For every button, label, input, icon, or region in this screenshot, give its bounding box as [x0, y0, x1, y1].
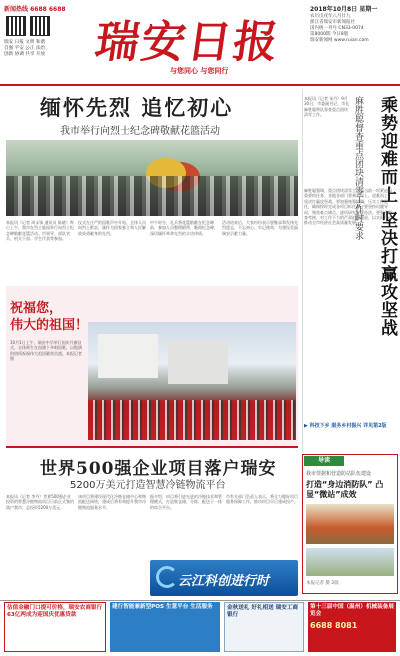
lead-headline[interactable]: 缅怀先烈 追忆初心 [40, 95, 234, 120]
right-headline[interactable]: 乘势迎难而上 坚决打赢攻坚战 [377, 96, 397, 337]
sidebar-heading: 导读 [304, 456, 344, 466]
right-body: 麻胜聪强调，重点团块清零工作是当前一项紧迫而重要的任务，各地各部门要乘势而上、迎难而上，坚决打赢攻坚战。要加强统筹协调，压实工作责任，确保按时完成各项目标任务。要坚持问题导向，聚焦难点堵点，逐项研究解决办法。要强化督查考核，对工作不力的严肃追责问责，以实际行动推动全市经济社会高质量发展。 [304, 188, 392, 226]
masthead-tagline: 与您同心 与您同行 [170, 67, 229, 75]
feature-headline[interactable] [10, 300, 88, 334]
second-subheadline: 5200万美元打造智慧冷链物流平台 [70, 480, 226, 491]
second-column-3: 据介绍，项目将引进先进的冷链技术和管理模式，打造集仓储、分拣、配送于一体的综合平台。 [150, 494, 222, 510]
info-line: 农历戊戌年八月廿九 [310, 14, 351, 19]
feature-caption: 10月1日上午，瑞安中学举行国庆升旗仪式，全体师生在国旗下齐唱国歌，以饱满的热情祝福伟大祖国繁荣昌盛。本报记者 摄 [10, 340, 82, 362]
ad-machinery-expo[interactable] [308, 602, 396, 652]
ad-construction-bank[interactable]: 建行智能兼新型POS 生意平台 生活服务 [110, 602, 220, 652]
yunjiang-banner[interactable] [150, 560, 298, 596]
qr-code-icon [6, 16, 26, 36]
qr-code-icon [30, 16, 50, 36]
slogan-line: 自强 平安 公正 法治 [4, 46, 46, 51]
firefighter-photo[interactable] [306, 504, 394, 544]
sidebar-headline[interactable]: 打造“身边消防队” 凸显“微站”成效 [306, 480, 384, 499]
info-line: 第8000期 今日8版 [310, 32, 349, 37]
second-headline[interactable]: 世界500强企业项目落户瑞安 [40, 459, 277, 479]
fire-station-photo[interactable] [306, 548, 394, 576]
issue-date: 2018年10月8日 星期一 [310, 6, 378, 13]
section-divider [6, 446, 298, 448]
info-line: 浙江省瑞安市新闻报社 [310, 20, 355, 25]
lead-column-1: 本报讯（记者 周永锋 通讯员 陈晓）昨日上午，我市在烈士陵园举行向烈士纪念碑敬献花篮活动。市领导、部队官兵、机关干部、学生代表等参加。 [6, 220, 74, 242]
slogan-line: 瑞安 日报 文明 和谐 [4, 40, 46, 45]
feature-headline-line: 祝福您， [10, 301, 63, 316]
expo-title: 第十三届中国（温州）机械装备展览会 [310, 604, 394, 617]
issue-info [310, 14, 396, 44]
sidebar-caption: 本报记者 摄 2版 [306, 581, 339, 586]
second-column-2: 该项目将建设现代化冷链仓储中心和物流配送网络，建成后将有效提升我市冷链物流服务水平。 [78, 494, 146, 510]
second-column-1: 本报讯（记者 李丹）世界500强企业投资的智慧冷链物流项目日前正式签约落户我市，总投资5200万美元。 [6, 494, 74, 510]
info-line: 瑞安新闻网 www.ruian.com [310, 38, 369, 43]
lead-column-4: 活动结束后，大家纷纷表示要继承和发扬先烈遗志，不忘初心、牢记使命，为建设美丽瑞安贡献力量。 [222, 220, 298, 236]
feature-headline-line: 伟大的祖国！ [10, 318, 89, 333]
expo-phone: 6688 8081 [310, 621, 358, 630]
right-intro: 本报讯（记者 朱丹）9月30日，市委副书记、市长麻胜聪带队督查重点团块清零工作。 [304, 96, 350, 118]
ad-icbc[interactable]: 金秋送礼 好礼相送 瑞安工商银行 [224, 602, 304, 652]
lead-column-3: 中午时分，礼兵将花篮敬献在纪念碑前，参加人员整理缎带，瞻仰纪念碑，深切缅怀革命先烈的丰功伟绩。 [150, 220, 218, 236]
banner-label: 云江科创进行时 [178, 574, 270, 589]
swirl-icon [156, 566, 178, 588]
students-graphic [88, 400, 296, 440]
crowd-graphic [6, 176, 298, 216]
lead-subheadline: 我市举行向烈士纪念碑敬献花篮活动 [60, 126, 220, 137]
info-line: 国内统一刊号 CN33-0074 [310, 26, 364, 31]
cross-reference-link[interactable]: ▶ 科技下乡 服务乡村振兴 详见第2版 [304, 423, 387, 429]
masthead-slogans [4, 40, 52, 58]
building-graphic [98, 334, 158, 378]
sidebar-lede: 我市票据和营造防站队伍建设 [306, 471, 372, 477]
second-column-4: 市有关部门负责人表示，将全力做好项目服务保障工作，推动项目早日建成投产。 [226, 494, 298, 505]
lead-photo[interactable] [6, 140, 298, 216]
newspaper-logo: 瑞安日报 [91, 17, 283, 68]
flag-raising-photo[interactable] [88, 322, 296, 440]
ad-rural-bank[interactable]: 估值金融门口提可价格，瑞安农商银行 63亿两成为迎国庆优惠贷款 [4, 602, 106, 652]
right-kicker: 麻胜聪督查重点团块清零工作时要求 [353, 96, 363, 240]
hotline-label: 新闻热线 6688 6688 [4, 6, 66, 13]
lead-column-2: 仪式在庄严的国歌声中开始。全体人员向烈士默哀，缅怀为国家独立和人民解放英勇献身的先烈。 [78, 220, 146, 236]
slogan-line: 创新 协调 共享 开放 [4, 52, 46, 57]
